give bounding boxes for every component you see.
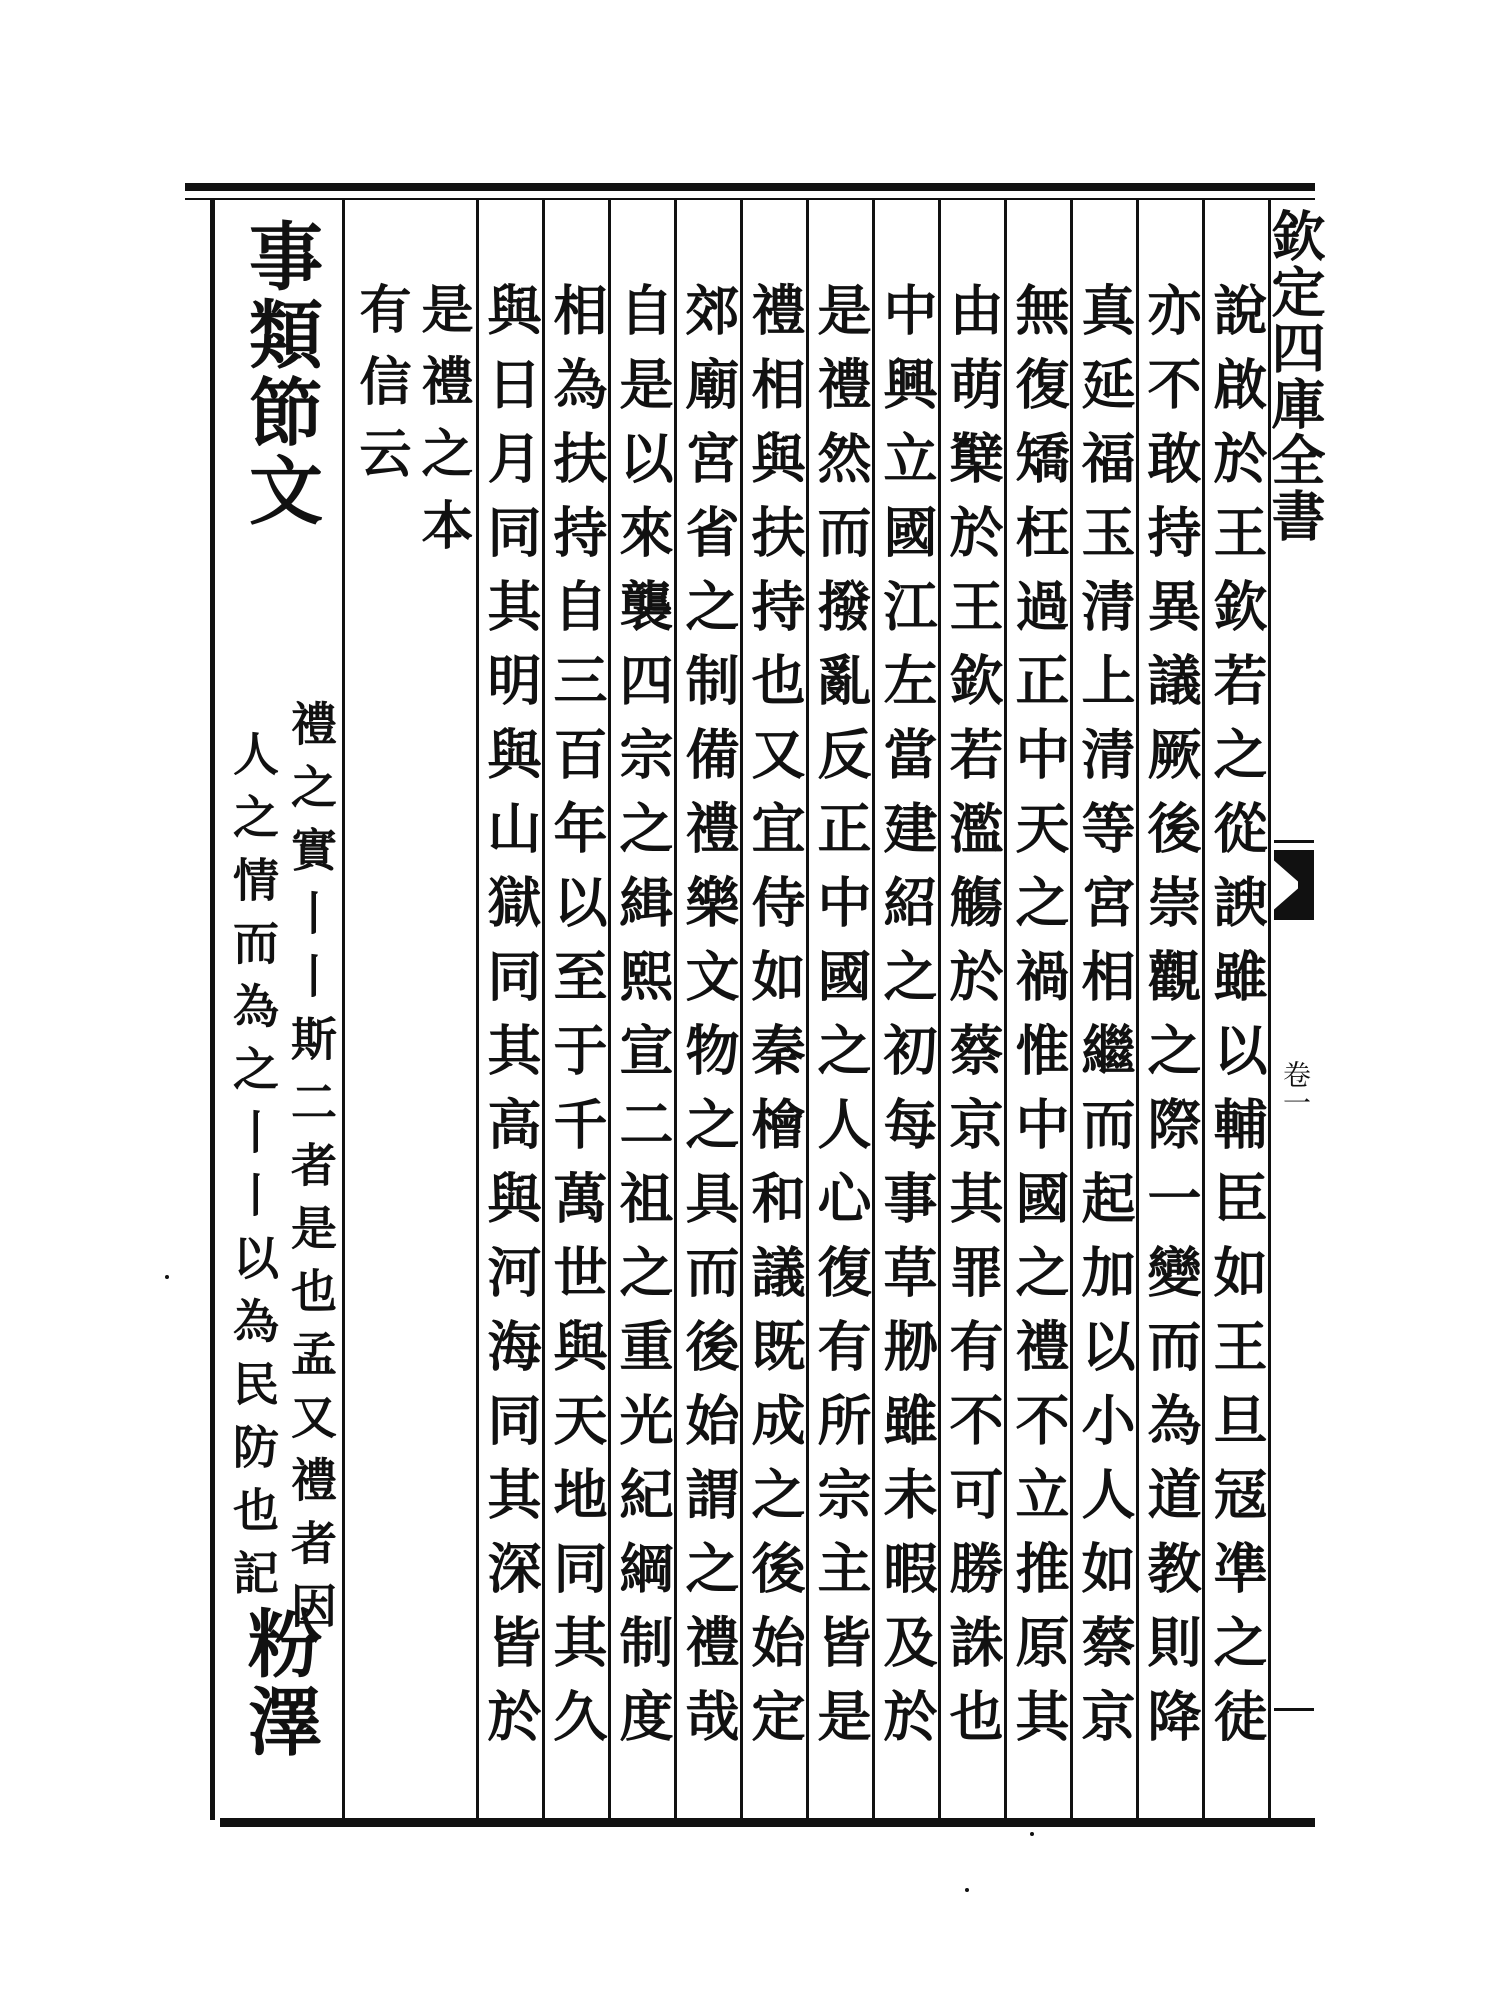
text-column-content: 由萌櫱於王欽若濫觴於蔡京其罪有不可勝誅也 bbox=[941, 282, 1005, 1762]
print-speck bbox=[1030, 1832, 1034, 1836]
text-column-2 bbox=[1136, 200, 1202, 1820]
text-column-content: 亦不敢持異議厥後崇觀之際一變而為道教則降 bbox=[1139, 282, 1203, 1762]
commentary-right: 禮之實丨丨斯二者是也孟又禮者因 bbox=[284, 700, 338, 1645]
page-frame-top bbox=[185, 183, 1315, 191]
text-column-content: 郊廟宮省之制備禮樂文物之具而後始謂之禮哉 bbox=[677, 282, 741, 1762]
text-column-content: 真延福玉清上清等宮相繼而起加以小人如蔡京 bbox=[1073, 282, 1137, 1762]
text-column-content: 中興立國江左當建紹之初每事草刱雖未暇及於 bbox=[875, 282, 939, 1762]
text-column-9 bbox=[674, 200, 740, 1820]
volume-label: 卷一 bbox=[1279, 1060, 1312, 1116]
fish-tail-mark bbox=[1274, 850, 1314, 920]
fish-tail-rule-bottom bbox=[1274, 1708, 1314, 1711]
commentary-left: 人之情而為之丨丨以為民防也記 bbox=[226, 730, 280, 1612]
text-column-6 bbox=[872, 200, 938, 1820]
fish-tail-rule-top bbox=[1274, 840, 1314, 843]
text-column-12 bbox=[476, 200, 542, 1820]
section-title: 事類節文 bbox=[237, 218, 323, 530]
collection-title: 欽定四庫全書 bbox=[1263, 208, 1327, 544]
text-column-1 bbox=[1202, 200, 1268, 1820]
text-column-content: 是禮然而撥亂反正中國之人心復有所宗主皆是 bbox=[809, 282, 873, 1762]
book-name-label: 粉澤 bbox=[236, 1605, 322, 1761]
text-column-content: 與日月同其明與山獄同其高與河海同其深皆於 bbox=[479, 282, 543, 1762]
closing-line-2: 有信云 bbox=[350, 282, 411, 498]
print-speck bbox=[165, 1275, 169, 1279]
text-column-content: 禮相與扶持也又宜侍如秦檜和議既成之後始定 bbox=[743, 282, 807, 1762]
text-column-8 bbox=[740, 200, 806, 1820]
text-column-4 bbox=[1004, 200, 1070, 1820]
text-column-5 bbox=[938, 200, 1004, 1820]
header-column bbox=[1263, 200, 1327, 1820]
text-column-content: 相為扶持自三百年以至于千萬世與天地同其久 bbox=[545, 282, 609, 1762]
text-column-content: 自是以來襲四宗之緝熙宣二祖之重光紀綱制度 bbox=[611, 282, 675, 1762]
text-column-content: 說啟於王欽若之從諛雖以輔臣如王旦冦凖之徒 bbox=[1205, 282, 1269, 1762]
text-column-content: 無復矯枉過正中天之禍惟中國之禮不立推原其 bbox=[1007, 282, 1071, 1762]
print-speck bbox=[965, 1888, 969, 1892]
text-column-3 bbox=[1070, 200, 1136, 1820]
section-heading-column bbox=[215, 200, 345, 1820]
text-column-7 bbox=[806, 200, 872, 1820]
text-column-10 bbox=[608, 200, 674, 1820]
closing-line-1: 是禮之本 bbox=[412, 282, 473, 570]
text-column-11 bbox=[542, 200, 608, 1820]
